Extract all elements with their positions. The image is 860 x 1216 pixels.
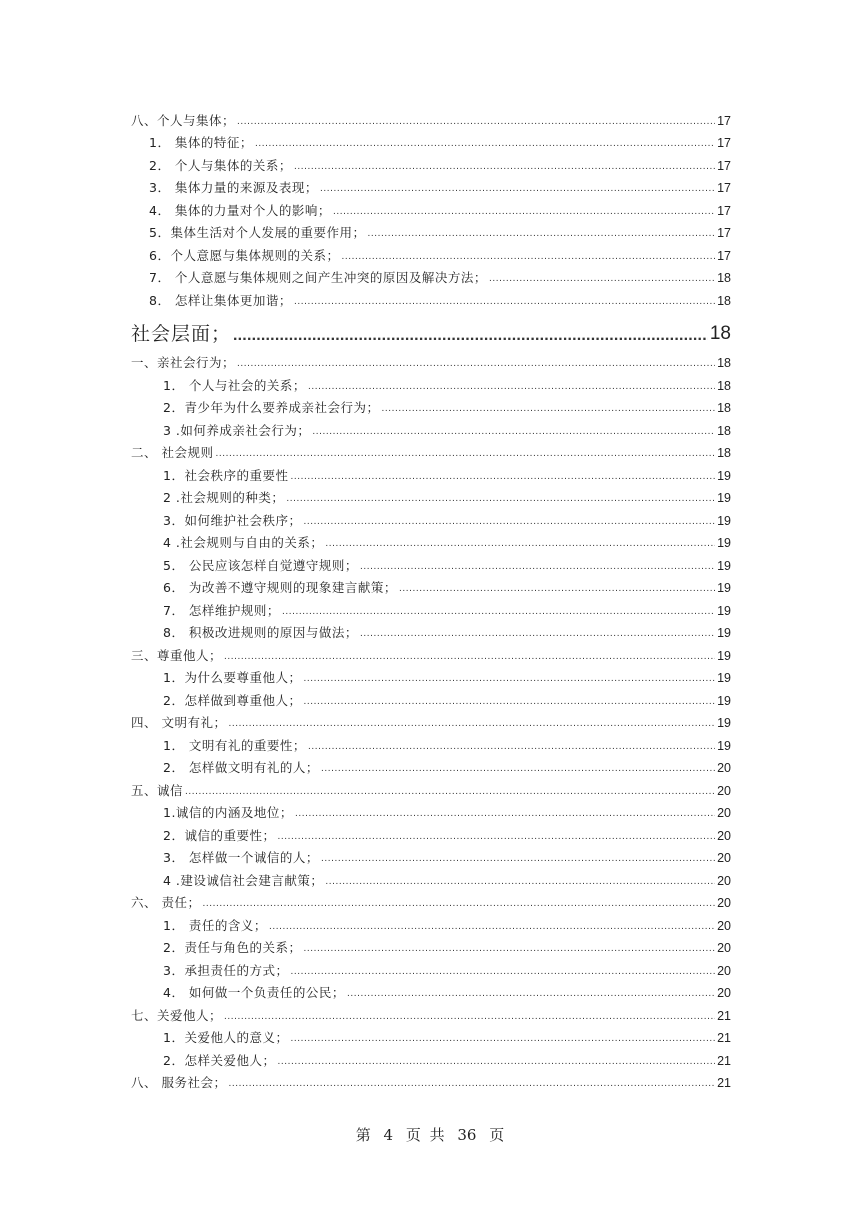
toc-entry-page-number: 19: [717, 648, 731, 663]
toc-entry-label: 1.诚信的内涵及地位；: [163, 805, 293, 820]
toc-entry[interactable]: [131, 349, 731, 372]
toc-entry-page-number: 19: [717, 581, 731, 595]
toc-dot-leader: [333, 205, 715, 219]
toc-entry[interactable]: [131, 129, 731, 152]
toc-entry-page-number: 17: [717, 181, 731, 195]
toc-dot-leader: [308, 740, 715, 754]
toc-dot-leader: [367, 227, 715, 241]
toc-entry-page-number: 19: [717, 603, 731, 618]
toc-dot-leader: [277, 830, 715, 844]
toc-entry-label: 5． 公民应该怎样自觉遵守规则；: [163, 557, 358, 573]
footer-suffix: 页: [489, 1126, 505, 1144]
toc-dot-leader: [224, 650, 715, 664]
toc-entry[interactable]: [131, 1001, 731, 1024]
toc-entry-label: 3． 怎样做一个诚信的人；: [163, 850, 319, 865]
toc-entry-page-number: 20: [717, 918, 731, 933]
toc-entry-label: 七、关爱他人；: [131, 1007, 223, 1023]
toc-dot-leader: [303, 695, 715, 709]
toc-dot-leader: [321, 762, 715, 776]
toc-entry-label: 六、 责任；: [131, 895, 201, 910]
toc-entry[interactable]: [131, 664, 731, 687]
toc-entry-page-number: 17: [717, 158, 731, 173]
toc-entry-page-number: 19: [717, 626, 731, 640]
toc-entry-label: 2．怎样做到尊重他人；: [163, 692, 302, 708]
toc-entry-label: 4． 集体的力量对个人的影响；: [149, 202, 331, 218]
footer-prefix: 第: [355, 1126, 371, 1144]
toc-dot-leader: [320, 182, 715, 196]
toc-entry-label: 8． 积极改进规则的原因与做法；: [163, 625, 358, 640]
toc-entry-label: 3． 集体力量的来源及表现；: [149, 180, 318, 195]
toc-entry-page-number: 20: [717, 806, 731, 820]
toc-entry[interactable]: [131, 754, 731, 777]
toc-entry[interactable]: [131, 484, 731, 507]
toc-dot-leader: [295, 807, 715, 821]
toc-entry[interactable]: [131, 264, 731, 287]
toc-dot-leader: [325, 537, 715, 551]
toc-entry[interactable]: [131, 551, 731, 574]
toc-dot-leader: [341, 250, 715, 264]
toc-entry-page-number: 18: [717, 401, 731, 415]
toc-entry-label: 6．个人意愿与集体规则的关系；: [149, 247, 340, 263]
toc-dot-leader: [224, 1010, 715, 1024]
toc-entry-label: 7． 个人意愿与集体规则之间产生冲突的原因及解决方法；: [149, 270, 487, 285]
toc-dot-leader: [360, 627, 715, 641]
toc-entry-label: 1．关爱他人的意义；: [163, 1030, 289, 1045]
toc-entry[interactable]: [131, 1046, 731, 1069]
toc-dot-leader: [228, 1077, 715, 1091]
toc-entry-label: 1． 集体的特征；: [149, 135, 253, 150]
toc-dot-leader: [303, 515, 715, 529]
toc-entry[interactable]: [131, 1069, 731, 1092]
toc-dot-leader: [303, 942, 715, 956]
toc-dot-leader: [381, 402, 715, 416]
toc-dot-leader: [277, 1055, 715, 1069]
toc-entry[interactable]: [131, 619, 731, 642]
toc-entry[interactable]: [131, 371, 731, 394]
toc-dot-leader: [290, 1032, 715, 1046]
toc-entry-label: 八、个人与集体；: [131, 112, 236, 128]
toc-entry-page-number: 20: [717, 761, 731, 775]
toc-entry-page-number: 17: [717, 113, 731, 128]
toc-entry-page-number: 19: [717, 513, 731, 528]
toc-dot-leader: [321, 852, 715, 866]
toc-entry-page-number: 18: [717, 356, 731, 370]
toc-entry[interactable]: [131, 731, 731, 754]
toc-entry[interactable]: [131, 439, 731, 462]
toc-entry-label: 八、 服务社会；: [131, 1075, 227, 1090]
toc-entry-label: 3．承担责任的方式；: [163, 962, 289, 978]
toc-entry[interactable]: [131, 911, 731, 934]
toc-entry[interactable]: [131, 219, 731, 242]
toc-entry[interactable]: [131, 196, 731, 219]
toc-entry[interactable]: [131, 174, 731, 197]
toc-entry[interactable]: [131, 889, 731, 912]
toc-entry-page-number: 20: [717, 896, 731, 910]
toc-entry-page-number: 17: [717, 248, 731, 263]
footer-middle: 页 共: [405, 1126, 445, 1144]
toc-entry[interactable]: [131, 506, 731, 529]
toc-entry-page-number: 21: [717, 1031, 731, 1045]
toc-entry-page-number: 17: [717, 226, 731, 240]
toc-entry-page-number: 18: [717, 271, 731, 285]
toc-entry[interactable]: [131, 776, 731, 799]
toc-entry-page-number: 20: [717, 851, 731, 865]
toc-entry-label: 4． 如何做一个负责任的公民；: [163, 985, 345, 1000]
toc-dot-leader: [185, 785, 715, 799]
toc-section-heading[interactable]: [131, 309, 731, 349]
toc-entry-label: 一、亲社会行为；: [131, 355, 236, 370]
toc-dot-leader: [294, 295, 715, 309]
toc-dot-leader: [215, 447, 715, 461]
toc-entry-label: 1． 文明有礼的重要性；: [163, 737, 306, 753]
toc-entry-page-number: 17: [717, 203, 731, 218]
toc-entry[interactable]: [131, 106, 731, 129]
toc-dot-leader: [312, 425, 715, 439]
toc-entry-page-number: 18: [717, 378, 731, 393]
toc-dot-leader: [269, 920, 715, 934]
toc-entry-label: 1．社会秩序的重要性: [163, 467, 289, 483]
toc-dot-leader: [282, 605, 715, 619]
toc-dot-leader: [237, 115, 715, 129]
toc-dot-leader: [290, 965, 715, 979]
toc-entry-page-number: 20: [717, 873, 731, 888]
toc-dot-leader: [325, 875, 715, 889]
toc-entry-label: 2 .社会规则的种类；: [163, 490, 285, 505]
toc-entry[interactable]: [131, 934, 731, 957]
toc-entry-label: 2．责任与角色的关系；: [163, 940, 302, 955]
toc-entry-label: 4 .建设诚信社会建言献策；: [163, 872, 324, 888]
toc-entry-label: 1． 责任的含义；: [163, 917, 267, 933]
toc-entry[interactable]: [131, 641, 731, 664]
toc-entry-label: 5．集体生活对个人发展的重要作用；: [149, 225, 366, 240]
toc-entry[interactable]: [131, 956, 731, 979]
toc-entry-page-number: 18: [717, 293, 731, 308]
toc-entry-page-number: 21: [717, 1008, 731, 1023]
toc-entry[interactable]: [131, 686, 731, 709]
toc-entry-page-number: 19: [717, 468, 731, 483]
toc-entry-label: 8． 怎样让集体更加谐；: [149, 292, 292, 308]
toc-entry[interactable]: [131, 416, 731, 439]
toc-dot-leader: [347, 987, 715, 1001]
toc-dot-leader: [360, 560, 715, 574]
toc-entry-label: 2．诚信的重要性；: [163, 827, 276, 843]
toc-dot-leader: [233, 325, 708, 347]
toc-entry-label: 社会层面；: [131, 322, 232, 345]
toc-entry-page-number: 19: [717, 536, 731, 550]
toc-entry-label: 三、尊重他人；: [131, 647, 223, 663]
toc-entry-label: 五、诚信: [131, 782, 184, 798]
toc-entry-page-number: 19: [717, 693, 731, 708]
toc-entry-label: 2．怎样关爱他人；: [163, 1052, 276, 1068]
toc-entry-label: 四、 文明有礼；: [131, 715, 227, 730]
toc-entry[interactable]: [131, 529, 731, 552]
toc-entry-label: 7． 怎样维护规则；: [163, 602, 280, 618]
page-footer: [0, 1124, 860, 1145]
toc-entry-page-number: 18: [717, 423, 731, 438]
toc-entry-page-number: 20: [717, 941, 731, 955]
toc-entry-label: 6． 为改善不遵守规则的现象建言献策；: [163, 580, 397, 595]
toc-entry[interactable]: [131, 709, 731, 732]
toc-entry-page-number: 17: [717, 136, 731, 150]
toc-entry-page-number: 21: [717, 1076, 731, 1090]
table-of-contents: [131, 106, 731, 1091]
toc-entry-label: 4 .社会规则与自由的关系；: [163, 535, 324, 550]
toc-entry[interactable]: [131, 821, 731, 844]
toc-dot-leader: [255, 137, 715, 151]
toc-dot-leader: [228, 717, 715, 731]
toc-entry[interactable]: [131, 241, 731, 264]
toc-entry[interactable]: [131, 866, 731, 889]
toc-entry-label: 2． 怎样做文明有礼的人；: [163, 760, 319, 775]
toc-entry-label: 2．青少年为什么要养成亲社会行为；: [163, 400, 380, 415]
toc-entry-label: 二、 社会规则: [131, 445, 214, 460]
toc-dot-leader: [290, 470, 715, 484]
toc-dot-leader: [489, 272, 715, 286]
toc-entry[interactable]: [131, 799, 731, 822]
toc-entry[interactable]: [131, 574, 731, 597]
toc-dot-leader: [286, 492, 715, 506]
toc-entry-page-number: 21: [717, 1053, 731, 1068]
toc-dot-leader: [303, 672, 715, 686]
toc-entry-page-number: 18: [709, 322, 731, 344]
toc-dot-leader: [399, 582, 715, 596]
toc-entry[interactable]: [131, 286, 731, 309]
toc-entry-page-number: 19: [717, 491, 731, 505]
toc-entry-label: 3 .如何养成亲社会行为；: [163, 422, 311, 438]
toc-dot-leader: [308, 380, 715, 394]
toc-entry-label: 1．为什么要尊重他人；: [163, 670, 302, 685]
toc-entry-page-number: 20: [717, 963, 731, 978]
toc-entry[interactable]: [131, 979, 731, 1002]
toc-entry[interactable]: [131, 151, 731, 174]
toc-entry-label: 3．如何维护社会秩序；: [163, 512, 302, 528]
toc-dot-leader: [237, 357, 715, 371]
footer-current-page: 4: [383, 1126, 394, 1144]
toc-entry-page-number: 18: [717, 446, 731, 460]
toc-dot-leader: [202, 897, 715, 911]
toc-entry[interactable]: [131, 461, 731, 484]
toc-entry-page-number: 20: [717, 828, 731, 843]
toc-entry[interactable]: [131, 394, 731, 417]
toc-entry-page-number: 20: [717, 986, 731, 1000]
toc-entry-label: 1． 个人与社会的关系；: [163, 377, 306, 393]
toc-entry[interactable]: [131, 844, 731, 867]
toc-entry-page-number: 19: [717, 738, 731, 753]
footer-total-pages: 36: [457, 1126, 477, 1144]
toc-entry-page-number: 20: [717, 783, 731, 798]
toc-entry-label: 2． 个人与集体的关系；: [149, 157, 292, 173]
toc-entry[interactable]: [131, 596, 731, 619]
toc-entry-page-number: 19: [717, 716, 731, 730]
toc-dot-leader: [294, 160, 715, 174]
toc-entry-page-number: 19: [717, 671, 731, 685]
toc-entry[interactable]: [131, 1024, 731, 1047]
toc-entry-page-number: 19: [717, 558, 731, 573]
